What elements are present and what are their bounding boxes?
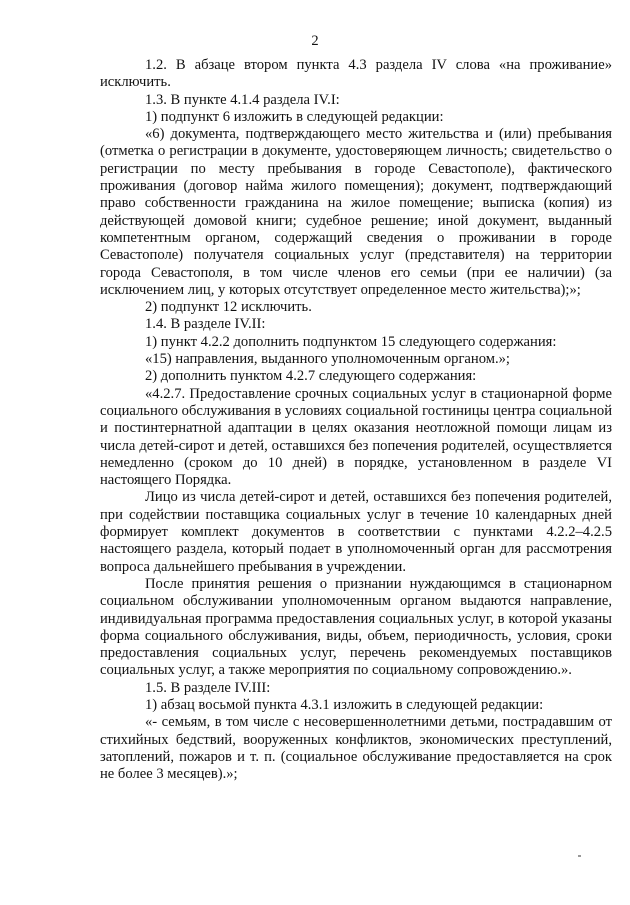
- paragraph-orphans-documents: Лицо из числа детей-сирот и детей, оставшихся без попечения родителей, при содействии поставщика социальных услуг в течение 10 календарных дней формирует комплект документов в соответствии с пунктами 4.2.2–4.2.5 настоящего раздела, который подает в уполномоченный орган для рассмотрения вопроса дальнейшего пребывания в учреждении.: [100, 489, 612, 575]
- paragraph-1-5: 1.5. В разделе IV.III:: [145, 679, 271, 696]
- paragraph-4-2-7-text: «4.2.7. Предоставление срочных социальных услуг в стационарной форме социального обслуживания в условиях социальной гостиницы центра социальной и постинтернатной адаптации в целях оказания неотложной помощи лицам из числа детей-сирот и детей, оставшихся без попечения родителей, осуществляется немедленно (сроком до 10 дней) в порядке, установленном в разделе VI настоящего Порядка.: [100, 385, 612, 489]
- paragraph-1-3: 1.3. В пункте 4.1.4 раздела IV.I:: [145, 91, 340, 108]
- paragraph-1-3-item-1: 1) подпункт 6 изложить в следующей редакции:: [145, 108, 444, 125]
- paragraph-subitem-15-text: «15) направления, выданного уполномоченным органом.»;: [145, 351, 510, 368]
- paragraph-1-3-item-2: 2) подпункт 12 исключить.: [145, 299, 312, 316]
- page-number: 2: [311, 33, 319, 49]
- document-body: [100, 57, 612, 783]
- paragraph-subitem-6-text: «6) документа, подтверждающего место жительства и (или) пребывания (отметка о регистрации в документе, удостоверяющем личность; свидетельство о регистрации по месту пребывания в городе Севастополе), фактического проживания (договор найма жилого помещения); документ, подтверждающий право собственности гражданина на жилое помещение; выписка (копия) из действующей домовой книги; судебное решение; иной документ, выданный компетентным органом, содержащий сведения о проживании в городе Севастополе) получателя социальных услуг (представителя) на территории города Севастополя, в том числе членов его семьи (при ее наличии) (за исключением лиц, у которых отсутствует определенное место жительства);»;: [100, 126, 612, 298]
- paragraph-1-4-item-1: 1) пункт 4.2.2 дополнить подпунктом 15 следующего содержания:: [145, 333, 557, 350]
- paragraph-1-4: 1.4. В разделе IV.II:: [145, 316, 266, 333]
- paragraph-1-5-item-1: 1) абзац восьмой пункта 4.3.1 изложить в следующей редакции:: [145, 696, 544, 713]
- paragraph-1-4-item-2: 2) дополнить пунктом 4.2.7 следующего содержания:: [145, 368, 477, 385]
- scan-mark: [578, 855, 581, 857]
- paragraph-families-text: «- семьям, в том числе с несовершеннолетними детьми, пострадавшим от стихийных бедствий, вооруженных конфликтов, экономических преступлений, затоплений, пожаров и т. п. (социальное обслуживание предоставляется на срок не более 3 месяцев).»;: [100, 714, 612, 783]
- paragraph-1-2: 1.2. В абзаце втором пункта 4.3 раздела IV слова «на проживание» исключить.: [100, 57, 612, 91]
- paragraph-after-decision: После принятия решения о признании нуждающимся в стационарном социальном обслуживании уполномоченным органом выдаются направление, индивидуальная программа предоставления социальных услуг, в которой указаны форма социального обслуживания, виды, объем, периодичность, условия, сроки предоставления социальных услуг, перечень рекомендуемых поставщиков социальных услуг, а также мероприятия по социальному сопровождению.».: [100, 575, 612, 679]
